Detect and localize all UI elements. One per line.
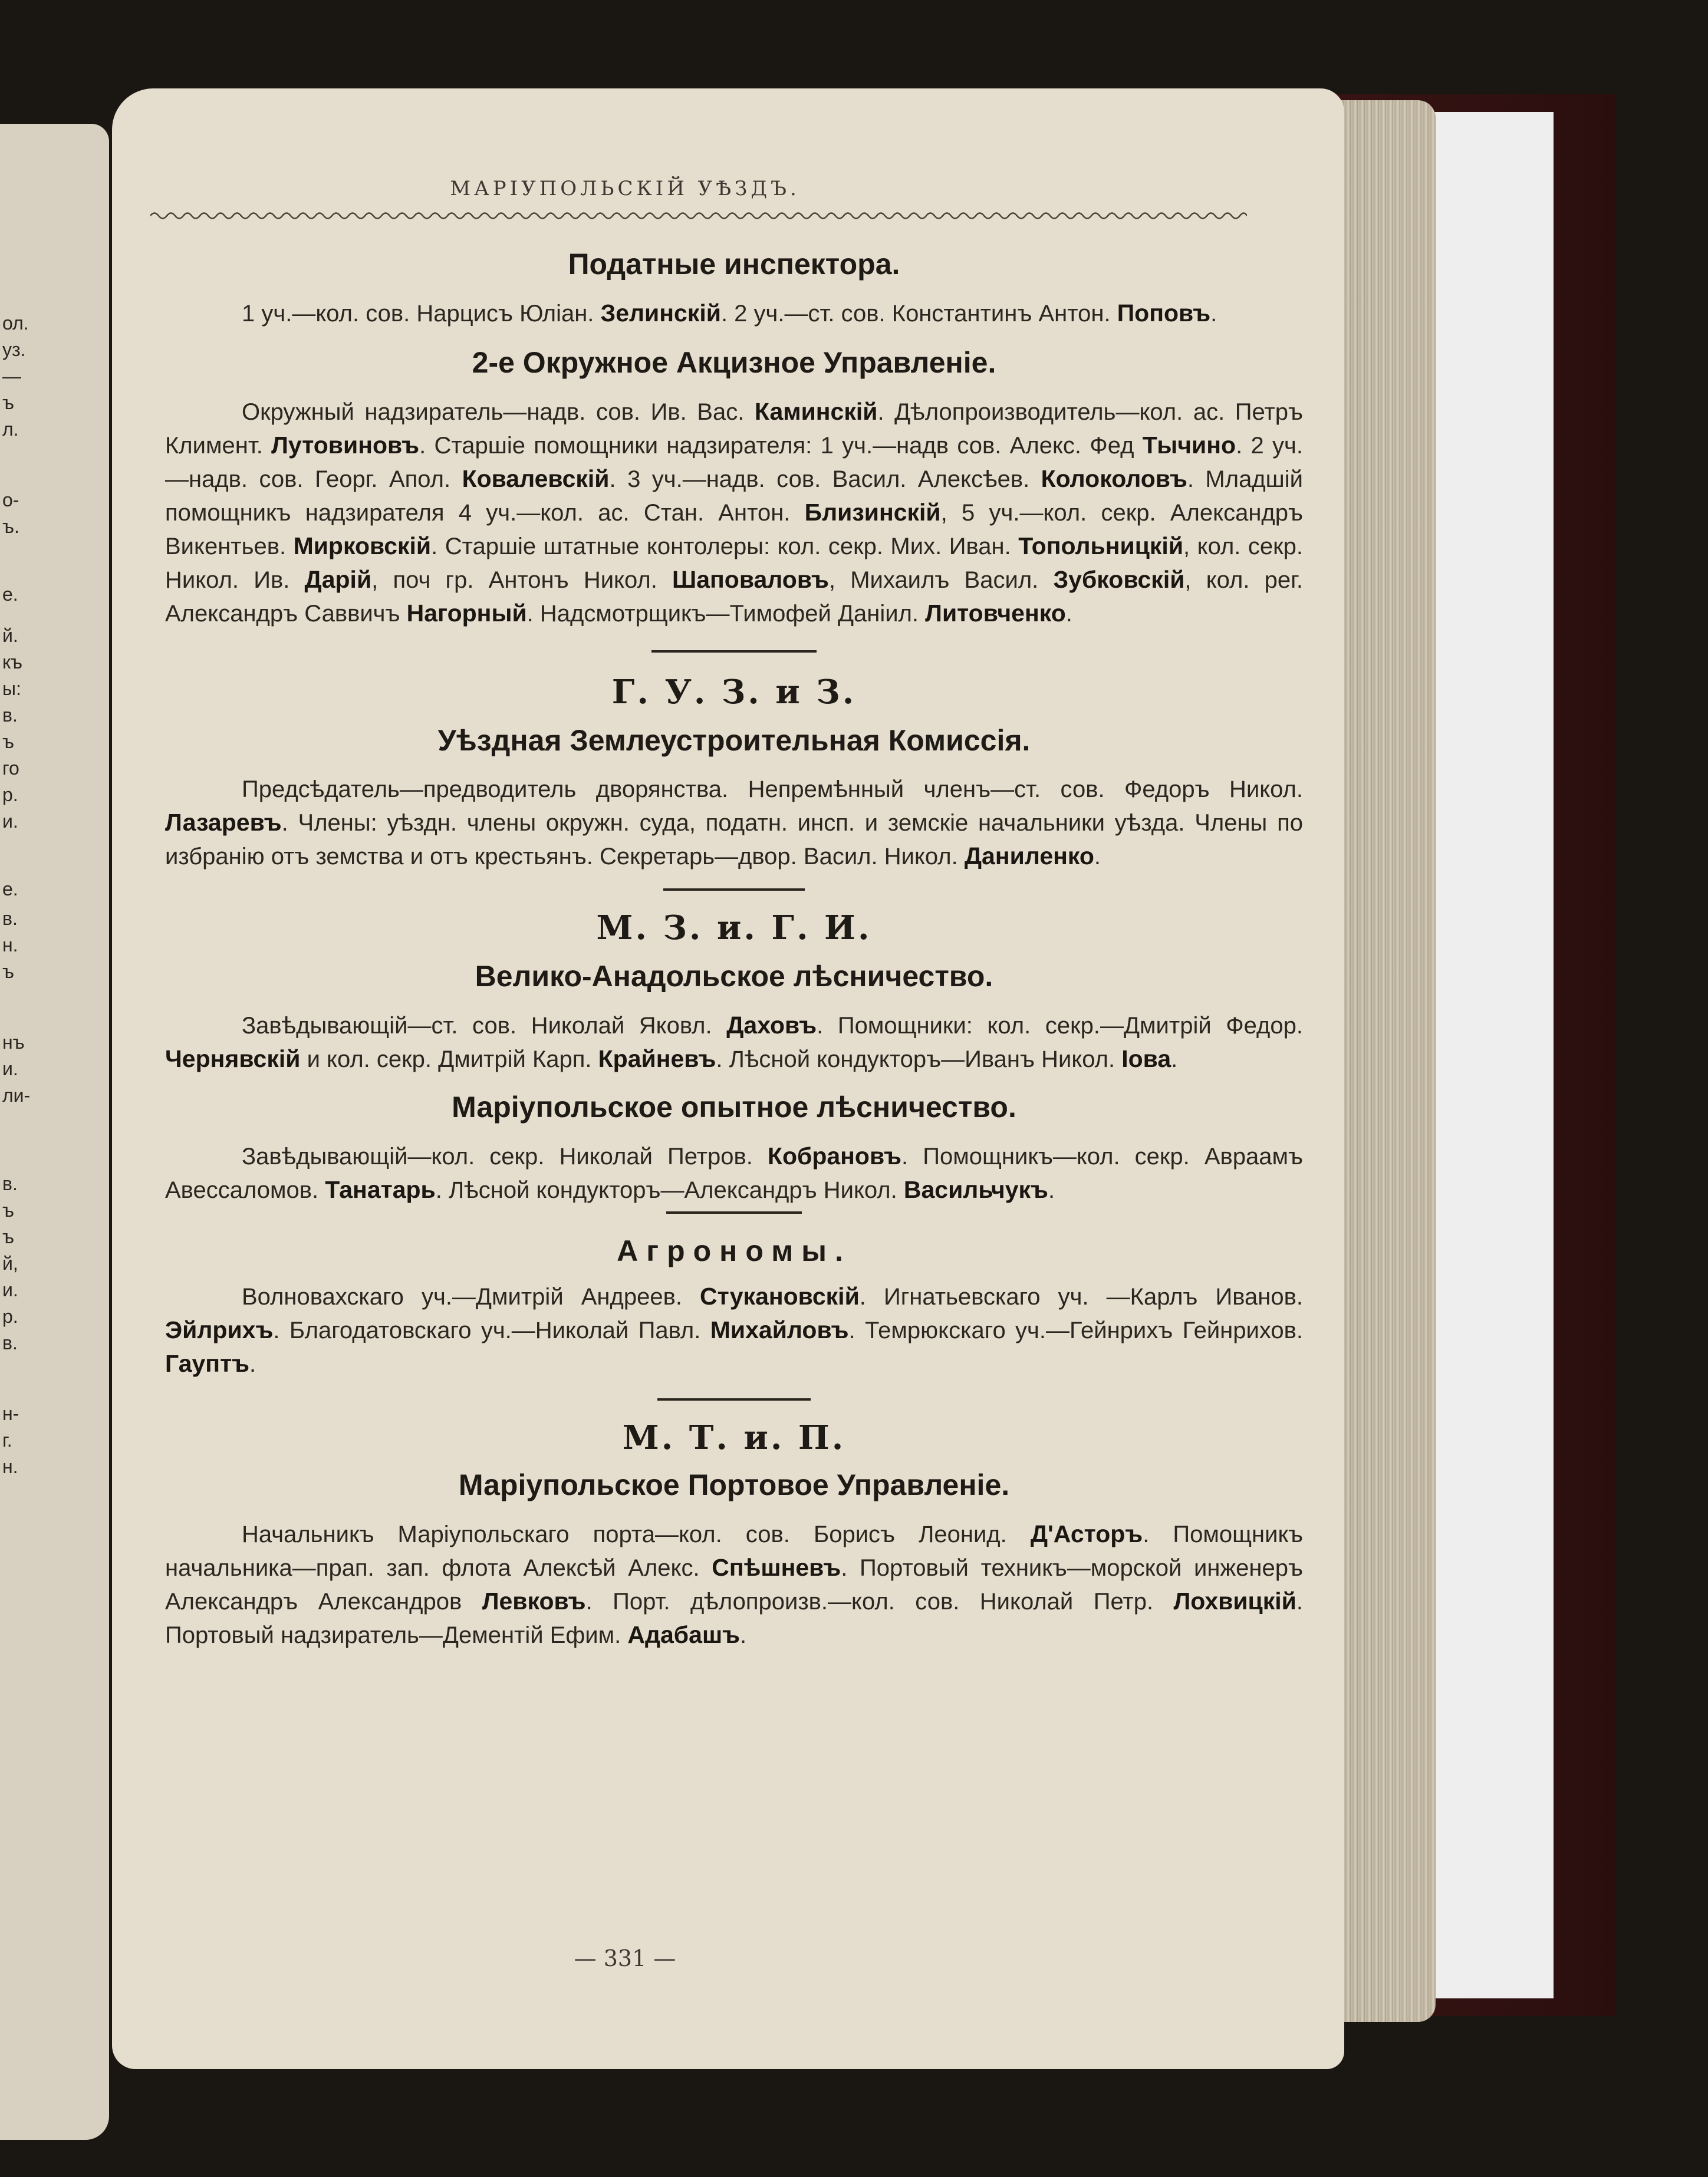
left-page-text-fragment: н. bbox=[2, 934, 18, 956]
left-page-text-fragment: нъ bbox=[2, 1032, 25, 1053]
left-page-text-fragment: ъ bbox=[2, 1226, 14, 1247]
left-page-text-fragment: ъ. bbox=[2, 516, 19, 537]
left-page-text-fragment: го bbox=[2, 757, 19, 779]
left-page-text-fragment: л. bbox=[2, 419, 19, 440]
group-heading-mzgi: М. З. и. Г. И. bbox=[596, 908, 872, 947]
left-page-text-fragment: — bbox=[2, 365, 21, 387]
group-heading-guzz: Г. У. З. и З. bbox=[611, 673, 857, 712]
left-page-fragment bbox=[0, 124, 109, 2140]
heading-excise-administration: 2-е Окружное Акцизное Управленіе. bbox=[472, 346, 996, 379]
paragraph-excise-administration: Окружный надзиратель—надв. сов. Ив. Вас. Каминскій. Дѣлопроизводитель—кол. ас. Петръ Климент. Лутовиновъ. Старшіе помощники надзирателя: 1 уч.—надв сов. Алекс. Фед Тычино. 2 уч.—надв. сов. Георг. Апол. Ковалевскій. 3 уч.—надв. сов. Васил. Алексѣев. Колоколовъ. Младшій помощникъ надзирателя 4 уч.—кол. ас. Стан. Антон. Близинскій, 5 уч.—кол. секр. Александръ Викентьев. Мирковскій. Старшіе штатные контолеры: кол. секр. Мих. Иван. Топольницкій, кол. секр. Никол. Ив. Дарій, поч гр. Антонъ Никол. Шаповаловъ, Михаилъ Васил. Зубковскій, кол. рег. Александръ Саввичъ Нагорный. Надсмотрщикъ—Тимофей Даніил. Литовченко. bbox=[165, 398, 1303, 627]
left-page-text-fragment: ы: bbox=[2, 678, 21, 699]
paragraph-land-commission: Предсѣдатель—предводитель дворянства. Непремѣнный членъ—ст. сов. Федоръ Никол. Лазаревъ. Члены: уѣздн. члены окружн. суда, податн. инсп. и земскіе начальники уѣзда. Члены по избранію отъ земства и отъ крестьянъ. Секретарь—двор. Васил. Никол. Даниленко. bbox=[165, 776, 1303, 870]
left-page-text-fragment: й, bbox=[2, 1253, 18, 1274]
left-page-text-fragment: н. bbox=[2, 1456, 18, 1477]
left-page-text-fragment: и. bbox=[2, 1058, 18, 1079]
left-page-text-fragment: в. bbox=[2, 1173, 18, 1194]
left-page-text-fragment: г. bbox=[2, 1430, 12, 1451]
left-page-text-fragment: в. bbox=[2, 704, 18, 726]
heading-agronomists: Агрономы. bbox=[617, 1234, 851, 1267]
paragraph-port-administration: Начальникъ Маріупольскаго порта—кол. сов. Борисъ Леонид. Д'Асторъ. Помощникъ начальника—прап. зап. флота Алексѣй Алекс. Спѣшневъ. Портовый техникъ—морской инженеръ Александръ Александров Левковъ. Порт. дѣлопроизв.—кол. сов. Николай Петр. Лохвицкій. Портовый надзиратель—Дементій Ефим. Адабашъ. bbox=[165, 1520, 1303, 1648]
left-page-text-fragment: й. bbox=[2, 625, 18, 646]
left-page-text-fragment: н- bbox=[2, 1403, 19, 1424]
left-page-text-fragment: ъ bbox=[2, 961, 14, 982]
section-divider bbox=[663, 888, 805, 891]
left-page-text-fragment: и. bbox=[2, 1279, 18, 1300]
left-page-text-fragment: ъ bbox=[2, 1200, 14, 1221]
left-page-text-fragment: уз. bbox=[2, 339, 26, 360]
left-page-text-fragment: ли- bbox=[2, 1085, 31, 1106]
paragraph-tax-inspectors: 1 уч.—кол. сов. Нарцисъ Юліан. Зелинскій. 2 уч.—ст. сов. Константинъ Антон. Поповъ. bbox=[242, 299, 1217, 327]
heading-experimental-forestry: Маріупольское опытное лѣсничество. bbox=[452, 1091, 1016, 1124]
section-divider bbox=[666, 1211, 802, 1214]
left-page-text-fragment: ъ bbox=[2, 731, 14, 752]
left-page-text-fragment: о- bbox=[2, 489, 19, 511]
left-page-text-fragment: къ bbox=[2, 651, 22, 673]
heading-anadol-forestry: Велико-Анадольское лѣсничество. bbox=[475, 960, 993, 993]
left-page-text-fragment: ъ bbox=[2, 392, 14, 413]
left-page-text-fragment: е. bbox=[2, 584, 18, 605]
left-page-text-fragment: р. bbox=[2, 1306, 18, 1327]
page-stack-edges bbox=[1329, 100, 1436, 2022]
section-divider bbox=[651, 650, 817, 653]
paragraph-experimental-forestry: Завѣдывающій—кол. секр. Николай Петров. Кобрановъ. Помощникъ—кол. секр. Авраамъ Авессаломов. Танатарь. Лѣсной кондукторъ—Александръ Никол. Васильчукъ. bbox=[165, 1142, 1303, 1203]
left-page-text-fragment: р. bbox=[2, 784, 18, 805]
wavy-rule bbox=[150, 209, 1247, 222]
paragraph-agronomists: Волновахскаго уч.—Дмитрій Андреев. Стукановскій. Игнатьевскаго уч. —Карлъ Иванов. Эйлрихъ. Благодатовскаго уч.—Николай Павл. Михайловъ. Темрюкскаго уч.—Гейнрихъ Гейнрихов. Гауптъ. bbox=[165, 1283, 1303, 1377]
page-content bbox=[165, 233, 1303, 1652]
heading-land-commission: Уѣздная Землеустроительная Комиссія. bbox=[437, 724, 1031, 757]
left-page-text-fragment: и. bbox=[2, 811, 18, 832]
left-page-text-fragment: в. bbox=[2, 1332, 18, 1353]
running-header: МАРІУПОЛЬСКІЙ УѢЗДЪ. bbox=[450, 177, 800, 200]
left-page-text-fragment: в. bbox=[2, 908, 18, 929]
heading-tax-inspectors: Податные инспектора. bbox=[568, 248, 900, 281]
left-page-text-fragment: ол. bbox=[2, 312, 29, 334]
paragraph-anadol-forestry: Завѣдывающій—ст. сов. Николай Яковл. Даховъ. Помощники: кол. секр.—Дмитрій Федор. Чернявскій и кол. секр. Дмитрій Карп. Крайневъ. Лѣсной кондукторъ—Иванъ Никол. Іова. bbox=[165, 1012, 1303, 1072]
page-number: — 331 — bbox=[574, 1945, 676, 1971]
left-page-text-fragment: е. bbox=[2, 878, 18, 900]
section-divider bbox=[657, 1398, 811, 1401]
heading-port-administration: Маріупольское Портовое Управленіе. bbox=[458, 1468, 1010, 1501]
group-heading-mtip: М. Т. и. П. bbox=[622, 1418, 846, 1457]
